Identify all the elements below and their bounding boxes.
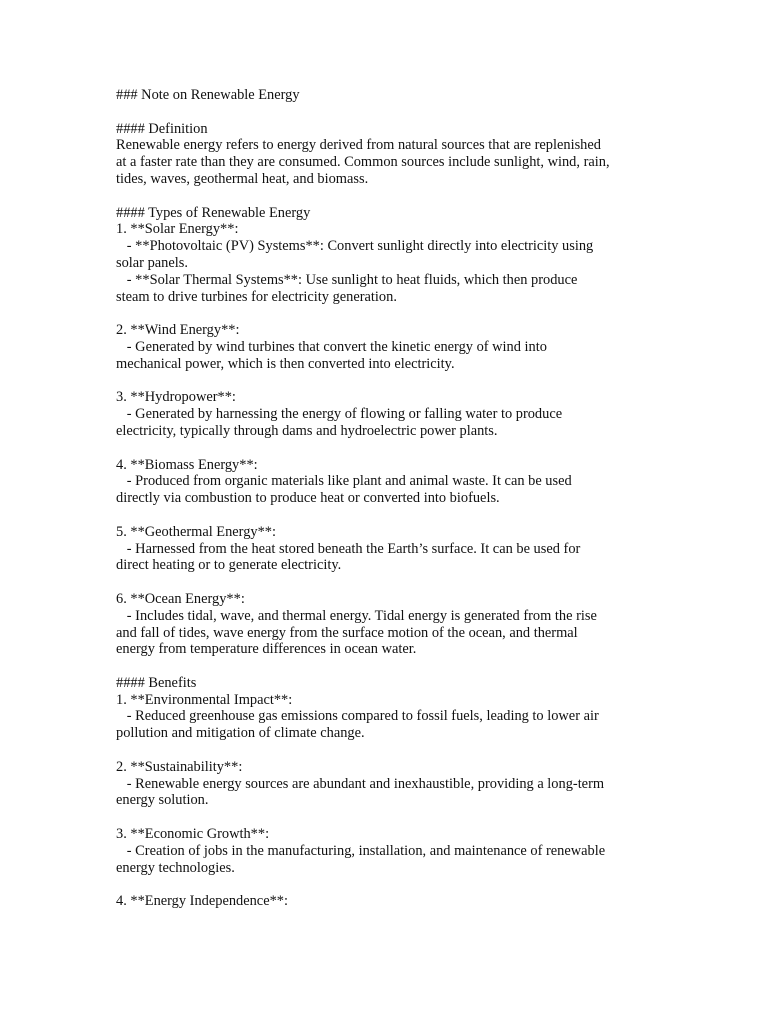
text-line: 5. **Geothermal Energy**: <box>116 523 276 540</box>
text-line: energy from temperature differences in ocean water. <box>116 641 417 658</box>
text-line: - Harnessed from the heat stored beneath the Earth’s surface. It can be used for <box>116 540 581 557</box>
text-line: ### Note on Renewable Energy <box>116 87 300 103</box>
text-line: pollution and mitigation of climate change. <box>116 725 365 742</box>
text-line: energy solution. <box>116 792 209 809</box>
text-line: 3. **Hydropower**: <box>116 389 236 406</box>
text-line: steam to drive turbines for electricity generation. <box>116 288 397 305</box>
text-line: - **Photovoltaic (PV) Systems**: Convert sunlight directly into electricity using <box>116 238 594 255</box>
text-line: - Creation of jobs in the manufacturing, installation, and maintenance of renewable <box>116 842 606 859</box>
text-line: - Generated by wind turbines that convert the kinetic energy of wind into <box>116 338 547 355</box>
text-line: - Produced from organic materials like plant and animal waste. It can be used <box>116 473 572 490</box>
blank-line <box>116 440 656 457</box>
text-line: - Reduced greenhouse gas emissions compared to fossil fuels, leading to lower air <box>116 708 599 725</box>
text-line: at a faster rate than they are consumed. Common sources include sunlight, wind, rain, <box>116 154 610 171</box>
text-line: and fall of tides, wave energy from the surface motion of the ocean, and thermal <box>116 624 578 641</box>
text-line: 6. **Ocean Energy**: <box>116 590 245 607</box>
blank-line <box>116 373 656 390</box>
blank-line <box>116 742 656 759</box>
document-body <box>116 87 656 910</box>
text-line: - Includes tidal, wave, and thermal energy. Tidal energy is generated from the rise <box>116 607 597 624</box>
text-line: 1. **Environmental Impact**: <box>116 691 293 708</box>
blank-line <box>116 507 656 524</box>
blank-line <box>116 809 656 826</box>
text-line: 1. **Solar Energy**: <box>116 221 239 238</box>
text-line: electricity, typically through dams and hydroelectric power plants. <box>116 422 498 439</box>
text-line: #### Benefits <box>116 674 197 691</box>
text-line: solar panels. <box>116 254 188 271</box>
text-line: energy technologies. <box>116 859 235 876</box>
text-line: 3. **Economic Growth**: <box>116 826 270 843</box>
text-line: - Renewable energy sources are abundant and inexhaustible, providing a long-term <box>116 775 605 792</box>
blank-line <box>116 305 656 322</box>
text-line: - Generated by harnessing the energy of flowing or falling water to produce <box>116 406 563 423</box>
text-line: 4. **Energy Independence**: <box>116 893 288 910</box>
blank-line <box>116 876 656 893</box>
text-line: Renewable energy refers to energy derived from natural sources that are replenished <box>116 137 601 154</box>
blank-line <box>116 574 656 591</box>
text-line: #### Types of Renewable Energy <box>116 204 311 221</box>
text-line: #### Definition <box>116 120 208 137</box>
blank-line <box>116 658 656 675</box>
text-line: 2. **Sustainability**: <box>116 758 243 775</box>
text-line: 2. **Wind Energy**: <box>116 322 240 339</box>
text-line: direct heating or to generate electricity. <box>116 557 342 574</box>
text-line: directly via combustion to produce heat or converted into biofuels. <box>116 490 500 507</box>
text-line: - **Solar Thermal Systems**: Use sunlight to heat fluids, which then produce <box>116 271 578 288</box>
text-line: mechanical power, which is then converted into electricity. <box>116 355 455 372</box>
text-line: 4. **Biomass Energy**: <box>116 456 258 473</box>
text-line: tides, waves, geothermal heat, and biomass. <box>116 170 369 187</box>
blank-line <box>116 104 656 121</box>
blank-line <box>116 188 656 205</box>
